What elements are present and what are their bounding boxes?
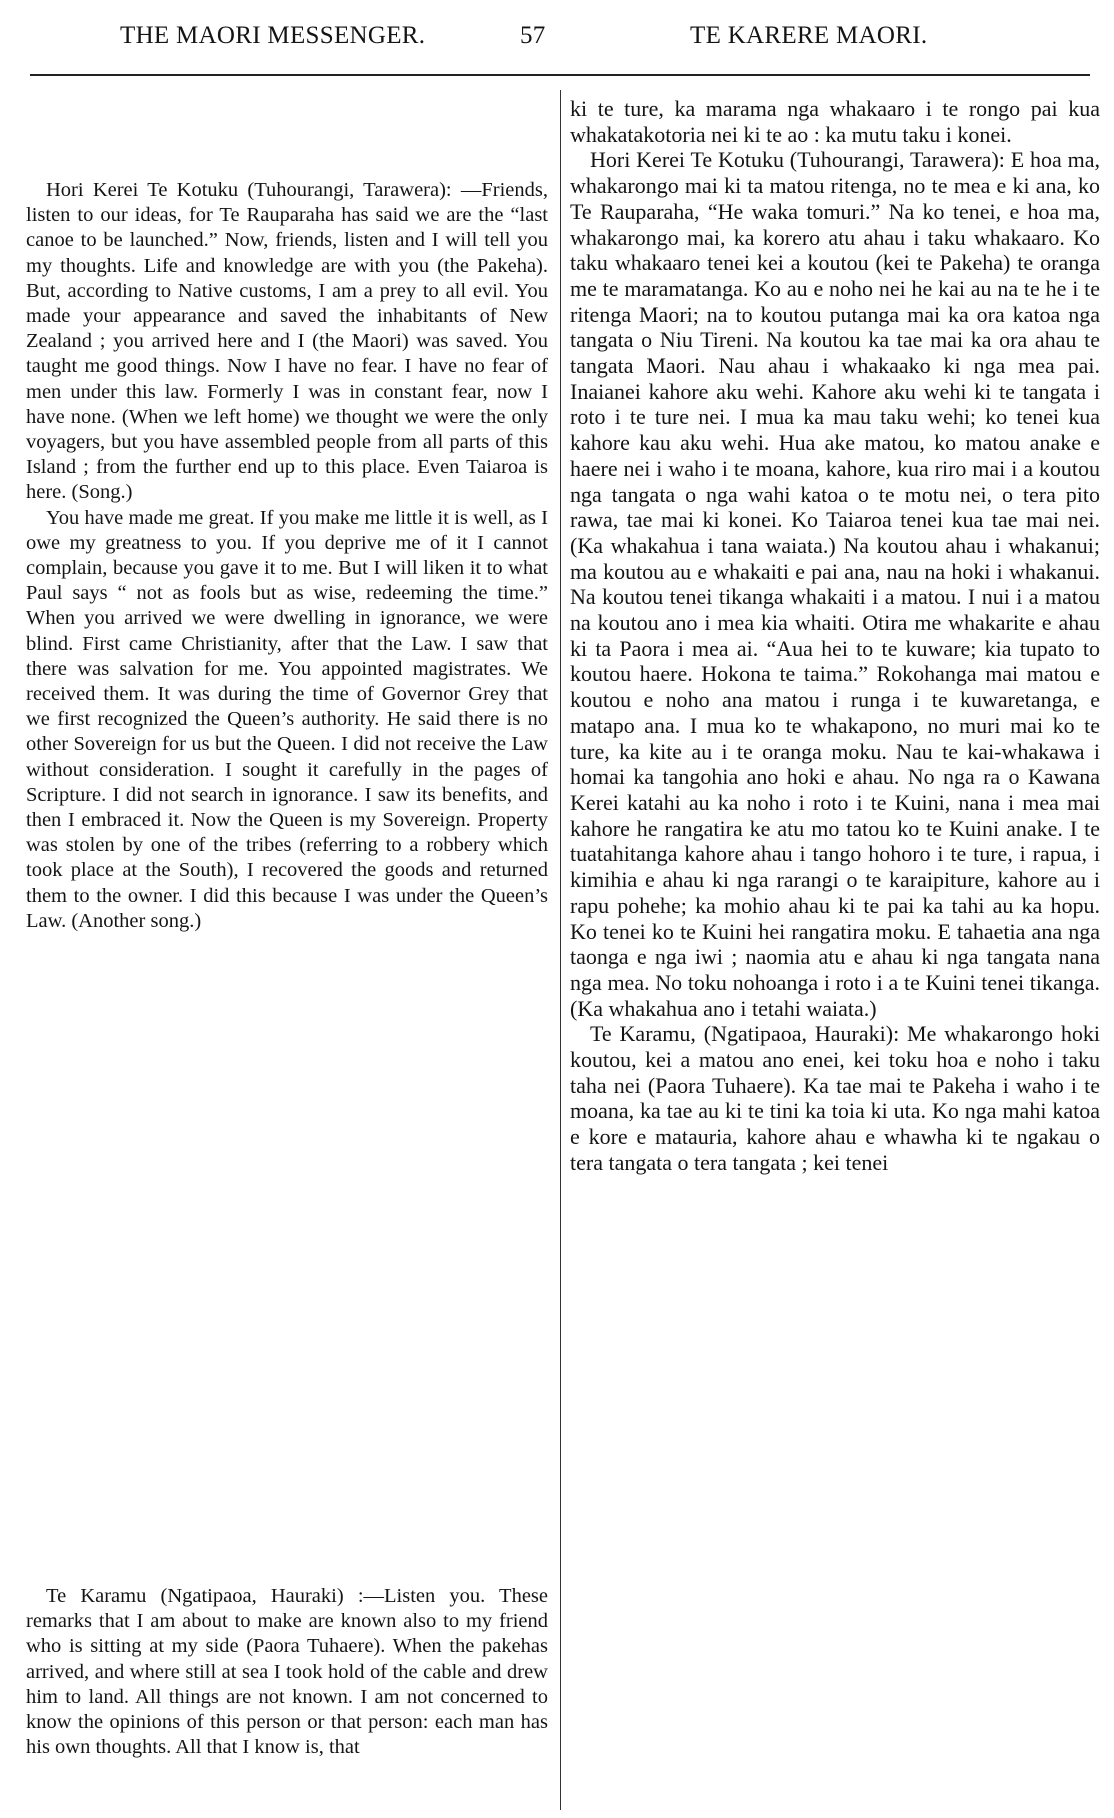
column-divider <box>560 90 561 1810</box>
maori-column <box>570 96 1100 1176</box>
maori-title: TE KARERE MAORI. <box>690 22 928 49</box>
page-number: 57 <box>520 22 546 49</box>
english-column-lower <box>26 1584 548 1760</box>
maori-para-continuation: ki te ture, ka marama nga whakaaro i te rongo pai kua whakatakotoria nei ki te ao : ka mutu taku i konei. <box>570 96 1100 147</box>
english-para-hori-kerei: Hori Kerei Te Kotuku (Tuhourangi, Tarawera): —Friends, listen to our ideas, for Te Rauparaha has said we are the “last canoe to be launched.” Now, friends, listen and I will tell you my thoughts. Life and knowledge are with you (the Pakeha). But, according to Native customs, I am a prey to all evil. You made your appearance and saved the inhabitants of New Zealand ; you arrived here and I (the Maori) was saved. You taught me good things. Now I have no fear. I have no fear of men under this law. Formerly I was in constant fear, now I have none. (When we left home) we thought we were the only voyagers, but you have assembled people from all parts of this Island ; from the further end up to this place. Even Taiaroa is here. (Song.) <box>26 179 548 504</box>
english-column-upper <box>26 178 548 934</box>
english-para-song: You have made me great. If you make me little it is well, as I owe my greatness to you. If you deprive me of it I cannot complain, because you gave it to me. But I will liken it to what Paul says “ not as fools but as wise, redeeming the time.” When you arrived we were dwelling in ignorance, we were blind. First came Christianity, after that the Law. I saw that there was salvation for me. You appointed magistrates. We received them. It was during the time of Governor Grey that we first recognized the Queen’s authority. He said there is no other Sovereign for us but the Queen. I did not receive the Law without consideration. I sought it carefully in the pages of Scripture. I did not search in ignorance. I saw its benefits, and then I embraced it. Now the Queen is my Sovereign. Property was stolen by one of the tribes (referring to a robbery which took place at the South), I recovered the goods and returned them to the owner. I did this because I was under the Queen’s Law. (Another song.) <box>26 506 548 932</box>
maori-para-hori-kerei: Hori Kerei Te Kotuku (Tuhourangi, Tarawera): E hoa ma, whakarongo mai ki ta matou ritenga, no te mea e ki ana, ko Te Rauparaha, “He waka tomuri.” Na ko tenei, e hoa ma, whakarongo mai, ka korero atu ahau i taku whakaaro. Ko taku whakaaro tenei kei a koutou (kei te Pakeha) te oranga me te maramatanga. Ko au e noho nei he kai au na te he i te ritenga Maori; na to koutou putanga mai ka ora katoa nga tangata o Niu Tireni. Na koutou ka tae mai ka ora ahau te tangata Maori. Nau ahau i whakaako ki nga mea pai. Inaianei kahore aku wehi. Kahore aku wehi ki te tangata i roto i te ture nei. I mua ka mau taku wehi; ko tenei kua kahore kau aku wehi. Hua ake matou, ko matou anake e haere nei i waho i te moana, kahore, kua riro mai i a koutou nga tangata o nga wahi katoa o te motu nei, o tera pito rawa, tae mai ki konei. Ko Taiaroa tenei kua tae mai nei. (Ka whakahua i tana waiata.) Na koutou ahau i whakanui; ma koutou au e whakaiti e pai ana, nau na hoki i whakanui. Na koutou tenei tikanga whakaiti i a matou. I nui i a matou na koutou ano i mea kia whaiti. Otira me whakarite e ahau ki ta Paora i mea ai. “Aua hei to te kuware; kia tupato to koutou haere. Hokona te taima.” Rokohanga mai matou e koutou e noho ana matou i runga i te kuwaretanga, e matapo ana. I mua ko te whakapono, no muri mai ko te ture, ka kite au i te oranga moku. Nau te kai-whakawa i homai ka tangohia ano hoki e ahau. No nga ra o Kawana Kerei katahi au ka noho i roto i te Kuini, nana i mea mai kahore he rangatira ke atu mo tatou ko te Kuini anake. I te tuatahitanga kahore ahau i tango hohoro i te ture, i rapua, i kimihia e ahau ki nga rarangi o te karaipiture, kahore au i rapu pohehe; ka mohio ahau ki te pai ka tahi au ka hopu. Ko tenei ko te Kuini hei rangatira moku. E tahaetia ana nga taonga e nga iwi ; naomia atu e ahau ki nga tangata nana nga mea. No toku nohoanga i roto i a te Kuini tenei tikanga. (Ka whakahua ano i tetahi waiata.) <box>570 147 1100 1021</box>
english-title: THE MAORI MESSENGER. <box>120 22 426 49</box>
page-header <box>0 0 1114 70</box>
english-para-te-karamu: Te Karamu (Ngatipaoa, Hauraki) :—Listen you. These remarks that I am about to make are known also to my friend who is sitting at my side (Paora Tuhaere). When the pakehas arrived, and where still at sea I took hold of the cable and drew him to land. All things are not known. I am not concerned to know the opinions of this person or that person: each man has his own thoughts. All that I know is, that <box>26 1585 548 1759</box>
header-rule <box>30 74 1090 76</box>
maori-para-te-karamu: Te Karamu, (Ngatipaoa, Hauraki): Me whakarongo hoki koutou, kei a matou ano enei, kei toku hoa e noho i taku taha nei (Paora Tuhaere). Ka tae mai te Pakeha i waho i te moana, ka tae au ki te tini ka toia ki uta. Ko nga mahi katoa e kore e matauria, kahore ahau e whawha ki te ngakau o tera tangata o tera tangata ; kei tenei <box>570 1021 1100 1175</box>
